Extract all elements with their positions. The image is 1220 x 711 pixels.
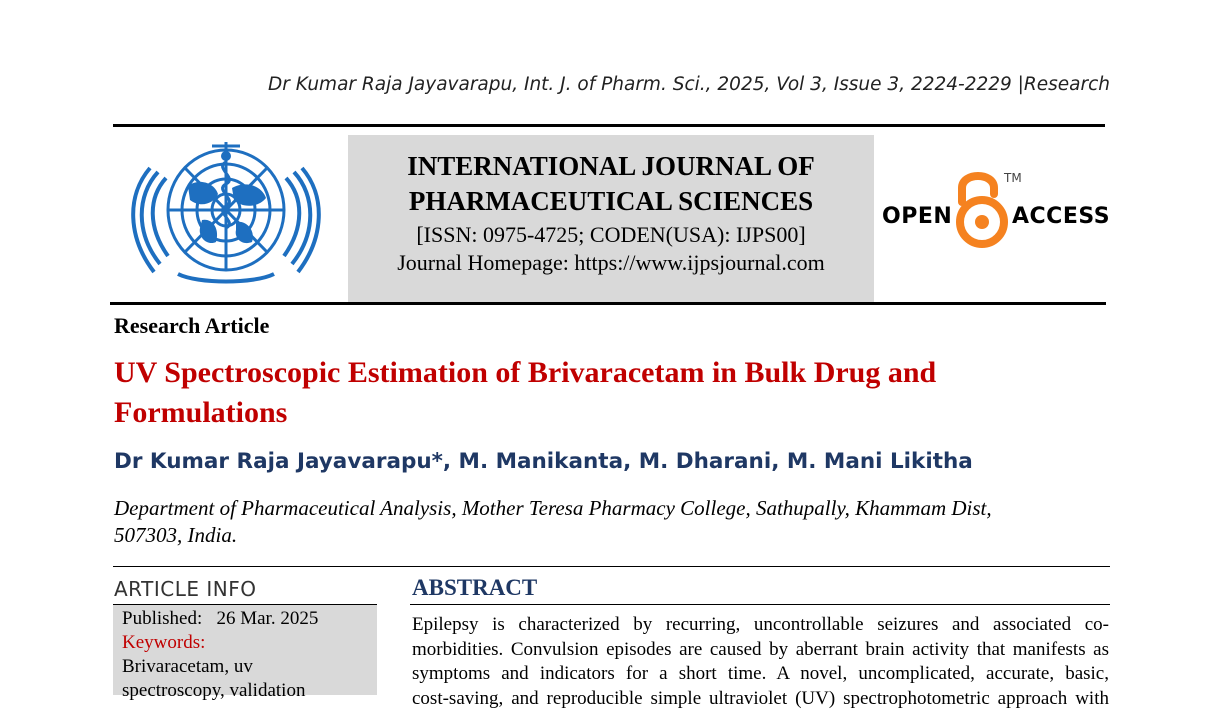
abstract-line: cost-saving, and reproducible simple ultraviolet (UV) spectrophotometric approach with <box>412 687 1109 711</box>
published-label: Published: <box>122 608 202 629</box>
open-access-word1: OPEN <box>882 204 952 229</box>
keywords-line2: spectroscopy, validation <box>122 679 305 703</box>
affiliation-line2: 507303, India. <box>114 522 1074 549</box>
trademark-mark: TM <box>1003 171 1022 185</box>
section-divider <box>113 566 1110 567</box>
published-date: 26 Mar. 2025 <box>216 608 318 629</box>
journal-homepage[interactable]: Journal Homepage: https://www.ijpsjournal.com <box>348 249 874 277</box>
running-header-citation: Dr Kumar Raja Jayavarapu, Int. J. of Pharm. Sci., 2025, Vol 3, Issue 3, 2224-2229 |Research <box>0 74 1110 95</box>
journal-name-line2: PHARMACEUTICAL SCIENCES <box>348 184 874 219</box>
keywords-line1: Brivaracetam, uv <box>122 655 253 679</box>
header-rule-bottom <box>110 302 1106 305</box>
journal-issn: [ISSN: 0975-4725; CODEN(USA): IJPS00] <box>348 221 874 249</box>
article-type-label: Research Article <box>114 313 269 339</box>
abstract-body <box>412 613 1109 711</box>
abstract-heading: ABSTRACT <box>412 575 537 601</box>
keywords-label: Keywords: <box>122 631 205 655</box>
header-rule-top <box>113 124 1105 127</box>
published-row <box>122 607 318 631</box>
globe-caduceus-emblem-icon <box>128 138 324 286</box>
open-access-logo <box>880 168 1110 252</box>
article-info-heading: ARTICLE INFO <box>114 577 256 601</box>
article-title-line2: Formulations <box>114 393 1074 433</box>
article-title <box>114 353 1074 433</box>
open-lock-icon <box>960 176 1004 244</box>
open-access-word2: ACCESS <box>1012 204 1110 229</box>
article-title-line1: UV Spectroscopic Estimation of Brivaracetam in Bulk Drug and <box>114 353 1074 393</box>
article-info-box <box>113 605 377 695</box>
affiliation-line1: Department of Pharmaceutical Analysis, Mother Teresa Pharmacy College, Sathupally, Khammam Dist, <box>114 495 1074 522</box>
journal-banner <box>348 135 874 302</box>
journal-name-line1: INTERNATIONAL JOURNAL OF <box>348 149 874 184</box>
abstract-line: Epilepsy is characterized by recurring, uncontrollable seizures and associated co- <box>412 613 1109 638</box>
author-list: Dr Kumar Raja Jayavarapu*, M. Manikanta, M. Dharani, M. Mani Likitha <box>114 449 973 474</box>
abstract-line: symptoms and indicators for a short time. A novel, uncomplicated, accurate, basic, <box>412 662 1109 687</box>
abstract-line: morbidities. Convulsion episodes are caused by aberrant brain activity that manifests as <box>412 638 1109 663</box>
abstract-rule <box>410 604 1110 605</box>
affiliation <box>114 495 1074 549</box>
